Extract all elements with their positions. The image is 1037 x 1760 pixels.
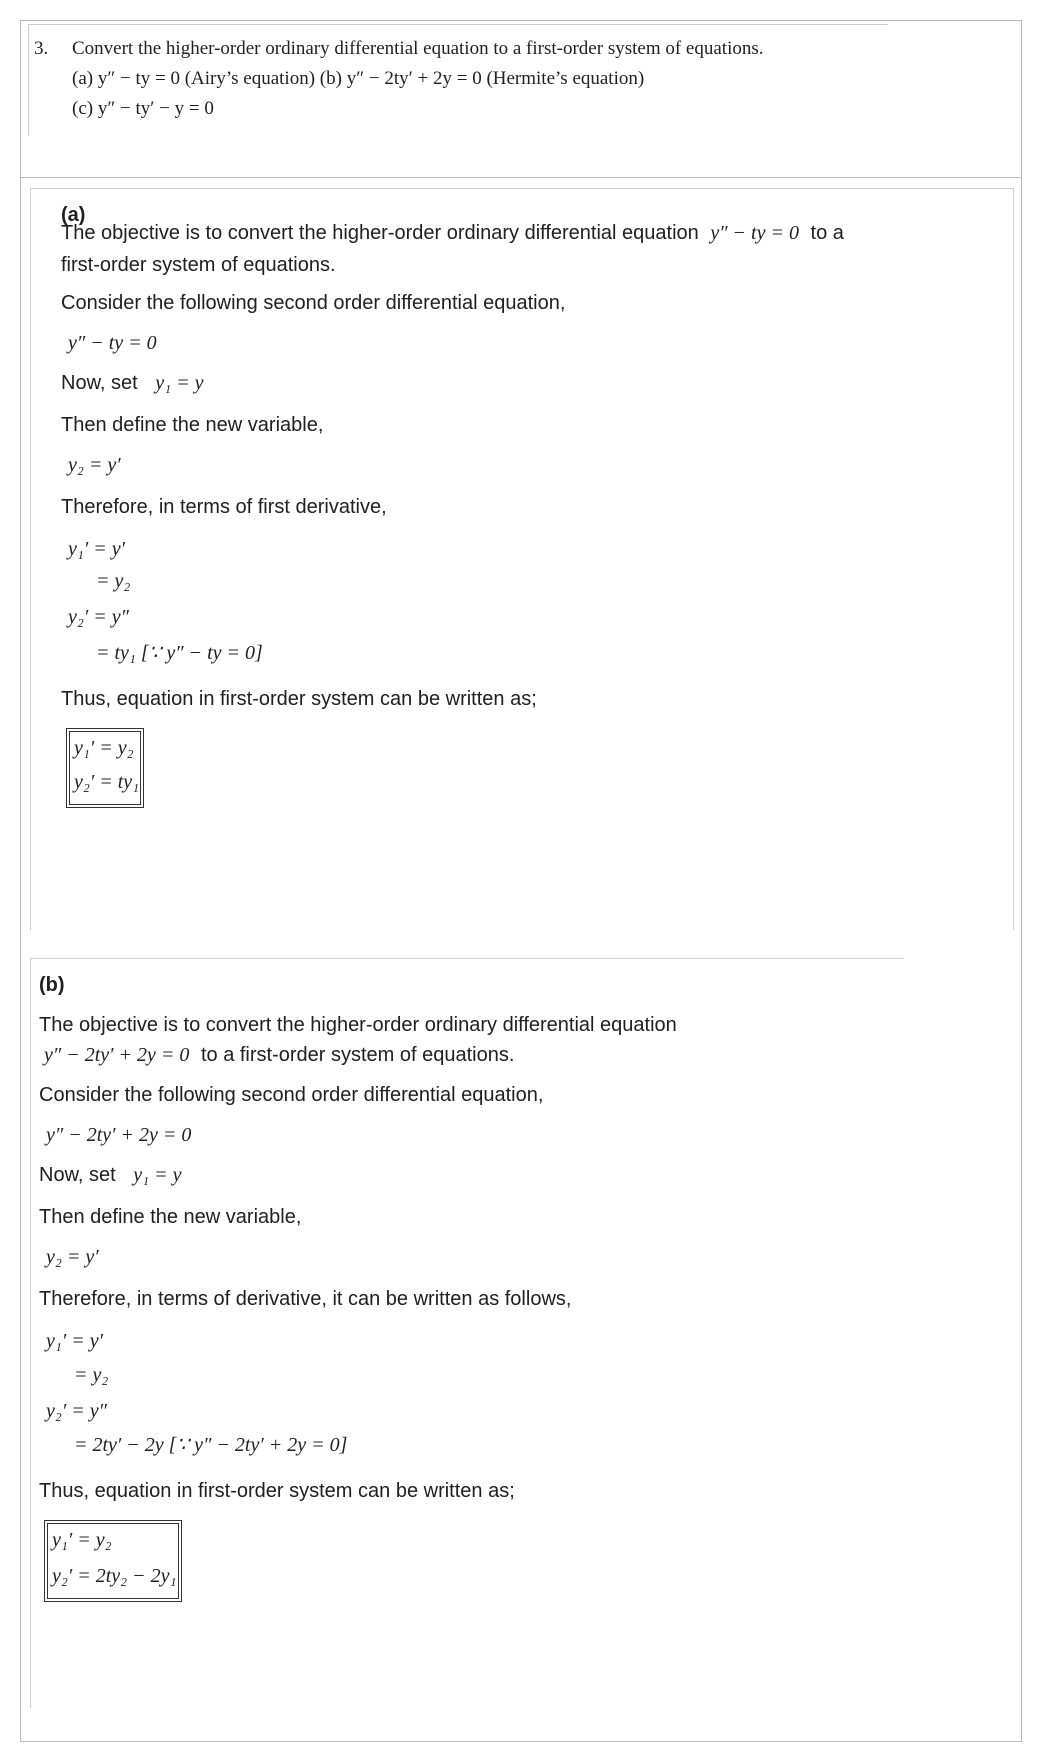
part-a-therefore: Therefore, in terms of first derivative, [61, 496, 387, 518]
part-a-thus: Thus, equation in first-order system can be written as; [61, 688, 537, 710]
part-a-objective [61, 222, 844, 245]
part-b-objective: The objective is to convert the higher-order ordinary differential equation [39, 1014, 677, 1036]
part-b-therefore: Therefore, in terms of derivative, it can be written as follows, [39, 1288, 572, 1310]
part-a-derivation-2: = y₂ [96, 570, 131, 592]
part-a-derivation-3: y₂′ = y″ [68, 606, 129, 628]
divider [30, 958, 904, 959]
objective-equation: y″ − 2ty′ + 2y = 0 [44, 1044, 190, 1066]
part-b-objective-line2 [44, 1044, 514, 1067]
part-b-result-1: y₁′ = y₂ [52, 1529, 112, 1551]
part-b-define: Then define the new variable, [39, 1206, 302, 1228]
objective-text-end: to a first-order system of equations. [200, 1044, 515, 1066]
part-b-derivation-3: y₂′ = y″ [46, 1400, 107, 1422]
part-a-panel [30, 188, 1014, 930]
problem-parts-ab: (a) y″ − ty = 0 (Airy’s equation) (b) y″ − 2ty′ + 2y = 0 (Hermite’s equation) [72, 68, 645, 89]
problem-number: 3. [34, 38, 49, 59]
part-b-define-equation: y₂ = y′ [46, 1246, 99, 1268]
part-a-heading: (a) [61, 204, 86, 226]
part-b-consider: Consider the following second order differential equation, [39, 1084, 544, 1106]
set-text: Now, set [61, 372, 138, 394]
divider [30, 188, 1014, 189]
divider [30, 188, 31, 930]
part-a-derivation-4: = ty₁ [∵ y″ − ty = 0] [96, 642, 263, 664]
part-b-thus: Thus, equation in first-order system can be written as; [39, 1480, 515, 1502]
part-a-define-equation: y₂ = y′ [68, 454, 121, 476]
divider [28, 24, 29, 136]
divider [1013, 188, 1014, 930]
set-equation: y₁ = y [133, 1164, 182, 1186]
objective-equation: y″ − ty = 0 [710, 222, 799, 244]
problem-panel [20, 20, 1022, 178]
set-equation: y₁ = y [155, 372, 204, 394]
part-a-result-1: y₁′ = y₂ [74, 737, 134, 759]
part-b-panel [30, 958, 904, 1708]
problem-part-c: (c) y″ − ty′ − y = 0 [72, 98, 214, 119]
problem-statement: Convert the higher-order ordinary differential equation to a first-order system of equations. [72, 38, 764, 59]
divider [28, 24, 888, 25]
part-a-set [61, 372, 203, 395]
part-a-result-2: y₂′ = ty₁ [74, 771, 140, 793]
objective-text-end: to a [810, 222, 844, 244]
part-b-derivation-2: = y₂ [74, 1364, 109, 1386]
part-a-equation: y″ − ty = 0 [68, 332, 157, 354]
part-a-consider: Consider the following second order differential equation, [61, 292, 566, 314]
part-a-objective-line2: first-order system of equations. [61, 254, 336, 276]
part-a-define: Then define the new variable, [61, 414, 324, 436]
part-b-result-2: y₂′ = 2ty₂ − 2y₁ [52, 1565, 177, 1587]
set-text: Now, set [39, 1164, 116, 1186]
part-b-equation: y″ − 2ty′ + 2y = 0 [46, 1124, 192, 1146]
part-a-result-box [66, 728, 144, 808]
part-b-result-box [44, 1520, 182, 1602]
part-a-derivation-1: y₁′ = y′ [68, 538, 125, 560]
part-b-heading: (b) [39, 974, 65, 996]
part-b-set [39, 1164, 181, 1187]
objective-text: The objective is to convert the higher-order ordinary differential equation [61, 222, 699, 244]
divider [30, 958, 31, 1708]
part-b-derivation-4: = 2ty′ − 2y [∵ y″ − 2ty′ + 2y = 0] [74, 1434, 348, 1456]
part-b-derivation-1: y₁′ = y′ [46, 1330, 103, 1352]
